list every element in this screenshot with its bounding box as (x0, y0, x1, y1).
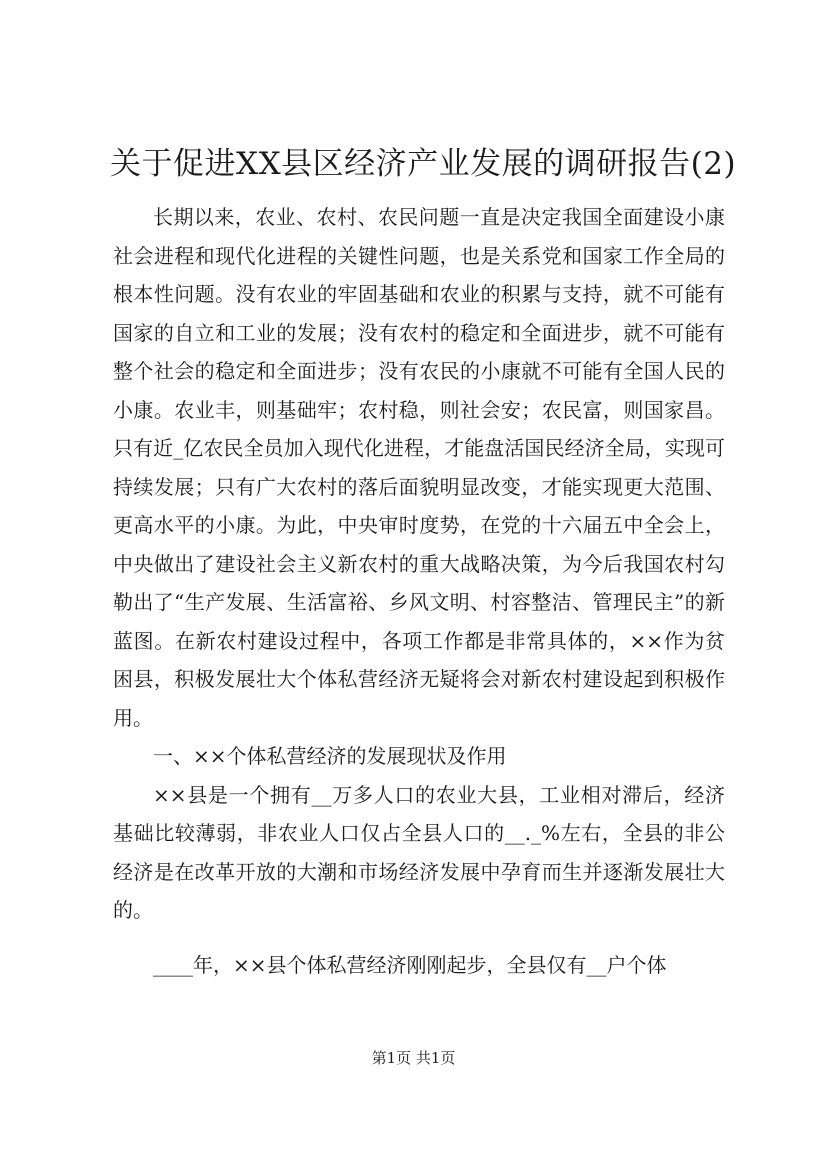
document-title: 关于促进XX县区经济产业发展的调研报告(2) (110, 146, 737, 182)
history-paragraph: ____年，××县个体私营经济刚刚起步，全县仅有__户个体 (153, 952, 667, 977)
intro-paragraph: 长期以来，农业、农村、农民问题一直是决定我国全面建设小康社会进程和现代化进程的关键性问题，也是关系党和国家工作全局的根本性问题。没有农业的牢固基础和农业的积累与支持，就不可能有国家的自立和工业的发展；没有农村的稳定和全面进步，就不可能有整个社会的稳定和全面进步；没有农民的小康就不可能有全国人民的小康。农业丰，则基础牢；农村稳，则社会安；农民富，则国家昌。只有近_亿农民全员加入现代化进程，才能盘活国民经济全局，实现可持续发展；只有广大农村的落后面貌明显改变，才能实现更大范围、更高水平的小康。为此，中央审时度势，在党的十六届五中全会上，中央做出了建设社会主义新农村的重大战略决策，为今后我国农村勾勒出了“生产发展、生活富裕、乡风文明、村容整洁、管理民主”的新蓝图。在新农村建设过程中，各项工作都是非常具体的，××作为贫困县，积极发展壮大个体私营经济无疑将会对新农村建设起到积极作用。 (113, 205, 725, 730)
document-body (113, 198, 725, 984)
section-heading: 一、××个体私营经济的发展现状及作用 (153, 744, 507, 768)
page-footer: 第1页 共1页 (371, 1049, 456, 1067)
county-overview-paragraph: ××县是一个拥有__万多人口的农业大县，工业相对滞后，经济基础比较薄弱，非农业人口仅占全县人口的__._%左右，全县的非公经济是在改革开放的大潮和市场经济发展中孕育而生并逐渐发展壮大的。 (113, 782, 725, 922)
